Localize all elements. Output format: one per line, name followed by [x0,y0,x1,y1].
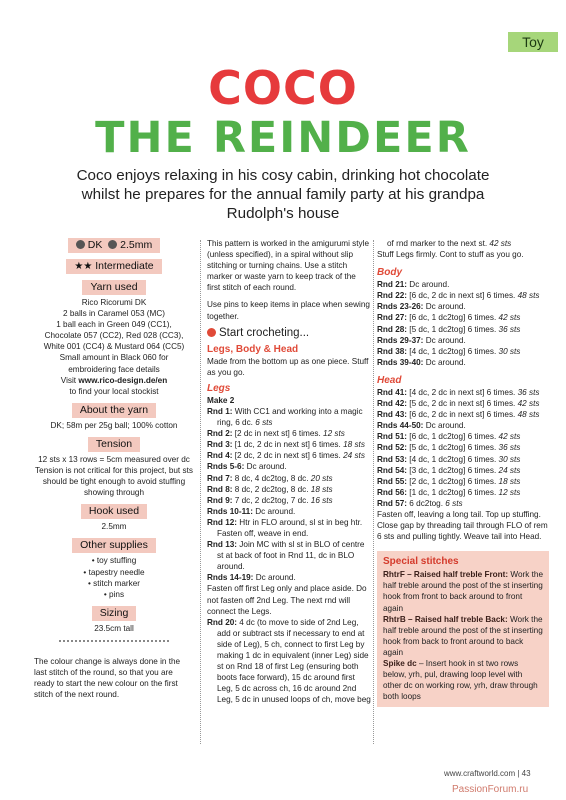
pattern-row: Rnds 29-37: Dc around. [377,335,466,345]
pattern-row: Rnds 39-40: Dc around. [377,357,466,367]
stuffing-note: Stuff Legs firmly. Cont to stuff as you go. [377,250,524,260]
visit-line: Visit www.rico-design.de/en [60,375,168,385]
list-item: • stitch marker [88,578,140,588]
pattern-row: Rnds 44-50: Dc around. [377,421,466,431]
tension-label: Tension [88,437,140,452]
start-crocheting-heading: Start crocheting... [207,326,371,341]
continuation-text: of rnd marker to the next st. 42 sts [387,239,512,248]
divider [59,640,169,642]
pins-paragraph: Use pins to keep items in place when sewing together. [207,300,370,321]
pattern-row: Rnd 9: 7 dc, 2 dc2tog, 7 dc. 16 sts [207,495,333,505]
supplies-list [34,555,194,599]
sizing-text: 23.5cm tall [94,623,134,633]
colour-change-note: The colour change is always done in the last stitch of the round, so that you are ready to start the new colour on the first stitch of the next round. [34,656,181,700]
pattern-row: Rnd 4: [2 dc, 2 dc in next st] 6 times. 24 sts [207,451,365,461]
pattern-row: Rnd 53: [4 dc, 1 dc2tog] 6 times. 30 sts [377,454,521,464]
page-number: 43 [521,769,531,778]
head-finishing: Fasten off, leaving a long tail. Top up stuffing. Close gap by threading tail through FLO of rem 6 sts and pulling tightly. Weave tail into Head. [377,509,548,542]
hook-used-text: 2.5mm [101,522,127,532]
page-footer: www.craftworld.com | 43 [444,769,531,778]
title-line-1: COCO [208,61,358,115]
section-tag: Toy [508,32,558,52]
special-stitch: Spike dc – Insert hook in st two rows below, yrh, pul, drawing loop level with other dc on working row, yrh, draw through both loops [383,659,538,702]
head-heading: Head [377,374,402,386]
list-item: • pins [103,589,125,599]
hook-used-label: Hook used [81,504,147,519]
about-yarn-label: About the yarn [72,403,156,418]
yarn-line: Small amount in Black 060 for [59,353,169,363]
special-stitches-box [377,551,549,707]
section-text: Made from the bottom up as one piece. Stuff as you go. [207,356,369,377]
yarn-line: Chocolate 057 (CC2), Red 028 (CC3), [44,331,184,341]
pattern-row: Rnd 8: 8 dc, 2 dc2tog, 8 dc. 18 sts [207,484,333,494]
after-leg-note: Fasten off first Leg only and place aside. Do not fasten off 2nd Leg. The next rnd will connect the Legs. [207,584,367,616]
yarn-used-label: Yarn used [82,280,145,295]
intro-text: Coco enjoys relaxing in his cosy cabin, drinking hot chocolate whilst he prepares for the annual family party at his grandpa Rudolph's house [76,167,490,222]
pattern-row: Rnds 10-11: Dc around. [207,506,296,516]
column-divider [373,240,374,744]
watermark: PassionForum.ru [452,784,529,795]
pattern-row: Rnd 2: [2 dc in next st] 6 times. 12 sts [207,429,345,439]
pattern-row: Rnd 12: Htr in FLO around, sl st in beg htr. Fasten off, weave in end. [207,517,363,538]
yarn-line: 1 ball each in Green 049 (CC1), [56,320,172,330]
pattern-row: Rnd 21: Dc around. [377,280,450,290]
pattern-row: Rnd 41: [4 dc, 2 dc in next st] 6 times. 36 sts [377,387,540,397]
column-divider [200,240,201,744]
weight-hook-badge: DK 2.5mm [68,238,161,253]
sizing-label: Sizing [92,606,137,621]
special-stitches-title: Special stitches [383,556,459,568]
pattern-row: Rnd 54: [3 dc, 1 dc2tog] 6 times. 24 sts [377,465,521,475]
pattern-row: Rnd 22: [6 dc, 2 dc in next st] 6 times. 48 sts [377,291,540,301]
pattern-row: Rnd 13: Join MC with sl st in BLO of centre st at back of foot in Rnd 11, dc in BLO around. [207,540,365,572]
pattern-row: Rnd 43: [6 dc, 2 dc in next st] 6 times. 48 sts [377,410,540,420]
pattern-row: Rnd 28: [5 dc, 1 dc2tog] 6 times. 36 sts [377,324,521,334]
other-supplies-label: Other supplies [72,538,156,553]
pattern-row: Rnd 55: [2 dc, 1 dc2tog] 6 times. 18 sts [377,476,521,486]
special-stitch: RhtrB – Raised half treble Back: Work the half treble around the post of the st inserting hook from back to front around to back again [383,614,543,657]
make-count: Make 2 [207,395,235,405]
pattern-row: Rnd 51: [6 dc, 1 dc2tog] 6 times. 42 sts [377,432,521,442]
yarn-line: 2 balls in Caramel 053 (MC) [63,309,165,319]
crochet-icon [207,328,216,337]
pattern-row: Rnd 38: [4 dc, 1 dc2tog] 6 times. 30 sts [377,346,521,356]
pattern-info-sidebar [34,238,194,700]
yarn-line: embroidering face details [68,364,160,374]
pattern-row: Rnds 23-26: Dc around. [377,302,466,312]
pattern-row: Rnd 42: [5 dc, 2 dc in next st] 6 times. 42 sts [377,399,540,409]
pattern-column-3 [377,238,549,707]
yarn-ball-icon [76,240,85,249]
skill-level-badge: ★★ Intermediate [66,259,161,274]
pattern-row: Rnd 7: 8 dc, 4 dc2tog, 8 dc. 20 sts [207,473,333,483]
intro-paragraph: This pattern is worked in the amigurumi style (unless specified), in a spiral without slip stitching or turning chains. Use a stitch marker or waste yarn to keep track of the first stitch of each round. [207,239,369,293]
star-icon: ★★ [74,261,93,272]
pattern-column-2 [207,238,371,705]
legs-heading: Legs [207,382,231,394]
pattern-row: Rnd 3: [1 dc, 2 dc in next st] 6 times. 18 sts [207,440,365,450]
pattern-row: Rnds 5-6: Dc around. [207,462,287,472]
pattern-row: Rnds 14-19: Dc around. [207,573,296,583]
body-heading: Body [377,267,402,279]
title-line-2: THE REINDEER [95,113,471,163]
section-heading: Legs, Body & Head [207,343,299,355]
visit-suffix: to find your local stockist [69,386,159,396]
yarn-line: Rico Ricorumi DK [81,298,147,307]
pattern-row: Rnd 56: [1 dc, 1 dc2tog] 6 times. 12 sts [377,487,521,497]
tension-text: 12 sts x 13 rows = 5cm measured over dc Tension is not critical for this project, but sts should be tight enough to avoid stuffing showing through [35,454,193,498]
about-yarn-text: DK; 58m per 25g ball; 100% cotton [50,420,178,430]
special-stitch: RhtrF – Raised half treble Front: Work the half treble around the post of the st inserting hook from front to back around to front again [383,570,543,613]
pattern-row: Rnd 52: [5 dc, 1 dc2tog] 6 times. 36 sts [377,443,521,453]
pattern-row: Rnd 27: [6 dc, 1 dc2tog] 6 times. 42 sts [377,313,521,323]
list-item: • tapestry needle [83,567,145,577]
yarn-details [34,297,194,397]
stockist-link[interactable]: www.rico-design.de/en [78,375,168,385]
pattern-row: Rnd 20: 4 dc (to move to side of 2nd Leg, add or subtract sts if necessary to end at side of Leg), 5 ch, connect to first Leg by making 1 dc in equivalent (inner Leg) side st on Rnd 18 of first Leg (ensuring both boots face forward), 15 dc around first Leg, 5 dc across ch, 16 dc around 2nd Leg, 5 dc in unused loops of ch, move beg [207,617,371,705]
pattern-row: Rnd 1: With CC1 and working into a magic ring, 6 dc. 6 sts [207,406,363,428]
pattern-row: Rnd 57: 6 dc2tog. 6 sts [377,498,463,508]
hook-icon [108,240,117,249]
footer-site: www.craftworld.com [444,769,516,778]
yarn-line: White 001 (CC4) & Mustard 064 (CC5) [43,342,185,352]
list-item: • toy stuffing [91,556,137,566]
